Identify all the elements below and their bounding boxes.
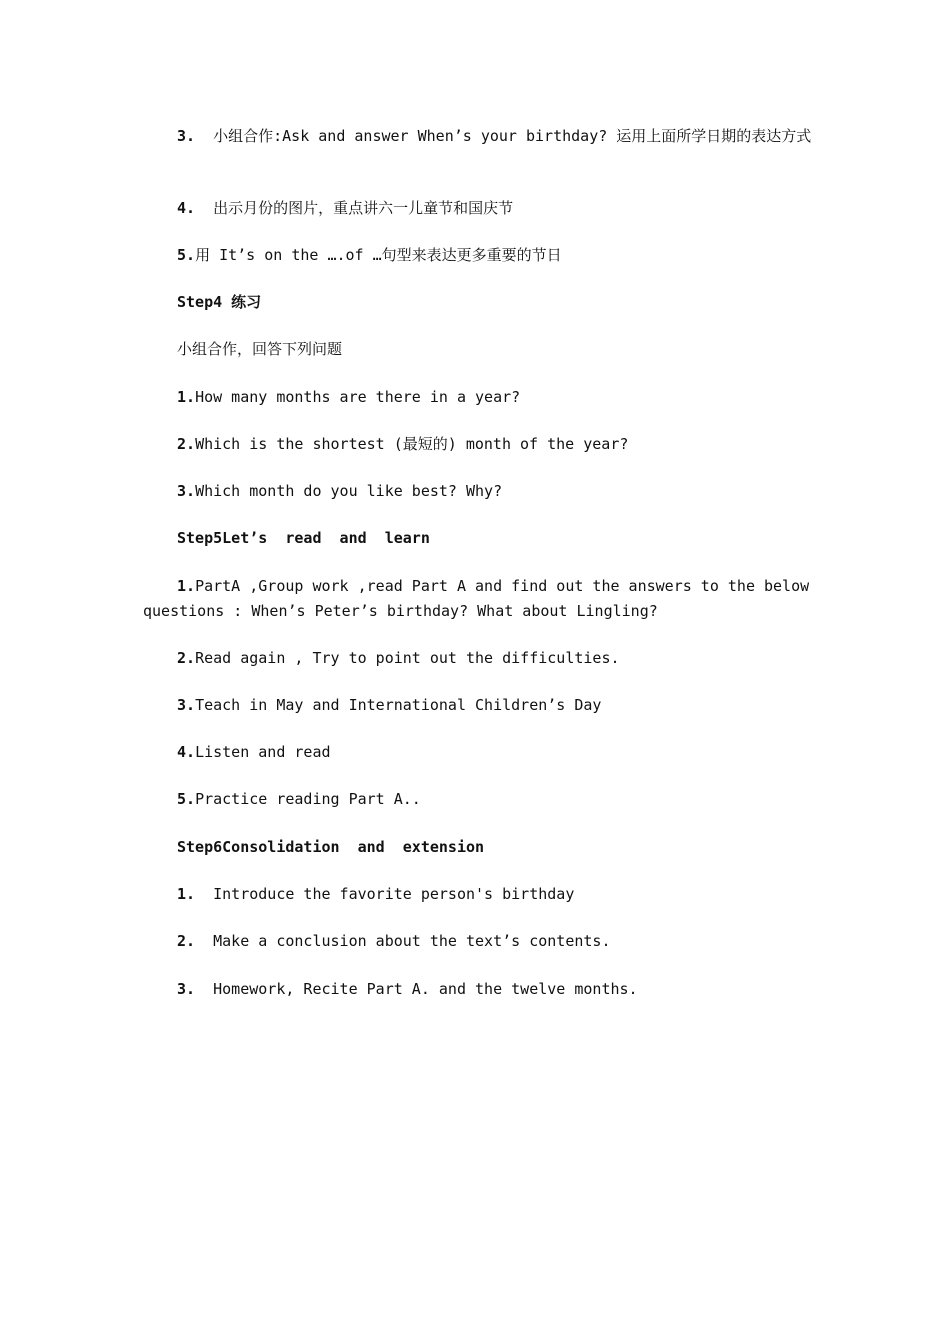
paragraph-number: 3. (177, 127, 214, 145)
paragraph-text: Which is the shortest (最短的) month of the year? (195, 435, 629, 453)
paragraph-text: How many months are there in a year? (195, 388, 521, 406)
paragraph-show-months (143, 196, 813, 221)
paragraph-text: Listen and read (195, 743, 331, 761)
read-item-1 (143, 574, 819, 624)
consolidation-item-3 (143, 977, 813, 1002)
paragraph-number: 5. (177, 246, 196, 264)
heading-step6: Step6Consolidation and extension (177, 838, 485, 856)
read-item-5 (143, 787, 813, 812)
paragraph-number: 1. (177, 577, 196, 595)
paragraph-number: 2. (177, 932, 214, 950)
paragraph-text: 小组合作，回答下列问题 (177, 340, 343, 358)
heading-step4: Step4 练习 (177, 293, 262, 311)
paragraph-text: 出示月份的图片，重点讲六一儿童节和国庆节 (213, 199, 514, 217)
paragraph-text: Introduce the favorite person's birthday (213, 885, 575, 903)
heading-step5: Step5Let’s read and learn (177, 529, 430, 547)
read-item-2 (143, 646, 813, 671)
paragraph-text: PartA ,Group work ,read Part A and find out the answers to the below questions : When’s Peter’s birthday? What about Lingling? (143, 577, 819, 620)
paragraph-text: Practice reading Part A.. (195, 790, 421, 808)
consolidation-item-1 (143, 882, 813, 907)
paragraph-text: Which month do you like best? Why? (195, 482, 503, 500)
paragraph-number: 5. (177, 790, 196, 808)
paragraph-number: 4. (177, 743, 196, 761)
paragraph-number: 3. (177, 696, 196, 714)
consolidation-item-2 (143, 929, 813, 954)
paragraph-text: Homework, Recite Part A. and the twelve months. (213, 980, 638, 998)
paragraph-pair-work-step3 (143, 124, 813, 149)
paragraph-number: 3. (177, 980, 214, 998)
question-item-2 (143, 432, 813, 457)
paragraph-number: 1. (177, 885, 214, 903)
paragraph-sentence-pattern (143, 243, 813, 268)
question-item-1 (143, 385, 813, 410)
paragraph-text: 用 It’s on the ….of …句型来表达更多重要的节日 (195, 246, 562, 264)
paragraph-text: Teach in May and International Children’s Day (195, 696, 602, 714)
paragraph-number: 3. (177, 482, 196, 500)
paragraph-text: Make a conclusion about the text’s contents. (213, 932, 611, 950)
paragraph-number: 4. (177, 199, 214, 217)
paragraph-group-questions (143, 337, 813, 362)
read-item-4 (143, 740, 813, 765)
paragraph-number: 1. (177, 388, 196, 406)
paragraph-text: 小组合作:Ask and answer When’s your birthday? 运用上面所学日期的表达方式 (213, 127, 812, 145)
paragraph-number: 2. (177, 649, 196, 667)
question-item-3 (143, 479, 813, 504)
paragraph-number: 2. (177, 435, 196, 453)
read-item-3 (143, 693, 813, 718)
paragraph-text: Read again , Try to point out the difficulties. (195, 649, 620, 667)
